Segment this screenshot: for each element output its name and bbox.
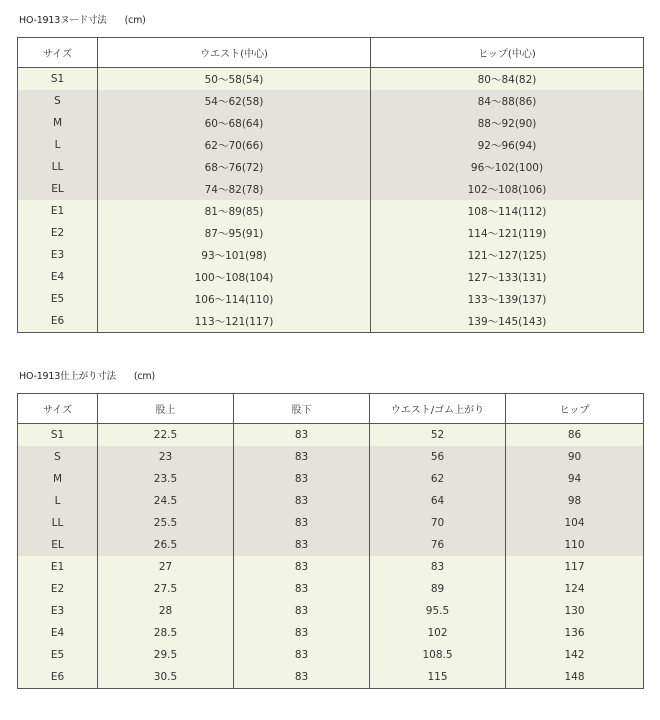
table-row [18,68,644,91]
header-inseam: 股下 [234,394,370,424]
cell-waist: 68～76(72) [98,156,371,178]
cell-size: E1 [18,556,98,578]
cell-rise: 30.5 [98,666,234,689]
table-row [18,424,644,447]
cell-rise: 23 [98,446,234,468]
cell-size: L [18,490,98,512]
cell-waist: 50～58(54) [98,68,371,91]
cell-size: E6 [18,310,98,333]
cell-size: E5 [18,644,98,666]
cell-size: M [18,468,98,490]
cell-size: M [18,112,98,134]
cell-hip: 92～96(94) [371,134,644,156]
cell-waist: 89 [370,578,506,600]
table-row [18,200,644,222]
table-row [18,490,644,512]
table-row [18,156,644,178]
table-row [18,266,644,288]
cell-rise: 26.5 [98,534,234,556]
cell-hip: 102～108(106) [371,178,644,200]
cell-waist: 54～62(58) [98,90,371,112]
cell-size: E4 [18,622,98,644]
cell-waist: 93～101(98) [98,244,371,266]
cell-waist: 100～108(104) [98,266,371,288]
cell-hip: 139～145(143) [371,310,644,333]
finished-size-caption [19,368,155,382]
table-row [18,512,644,534]
table-row [18,600,644,622]
cell-size: S1 [18,68,98,91]
table-row [18,90,644,112]
cell-hip: 142 [506,644,644,666]
cell-waist: 56 [370,446,506,468]
cell-waist: 95.5 [370,600,506,622]
cell-waist: 62～70(66) [98,134,371,156]
table-row [18,578,644,600]
cell-size: EL [18,178,98,200]
cell-rise: 24.5 [98,490,234,512]
cell-rise: 22.5 [98,424,234,447]
cell-inseam: 83 [234,446,370,468]
cell-hip: 110 [506,534,644,556]
cell-rise: 28 [98,600,234,622]
cell-size: E4 [18,266,98,288]
cell-rise: 28.5 [98,622,234,644]
cell-size: E3 [18,600,98,622]
finished-size-table [17,393,644,689]
cell-size: LL [18,512,98,534]
cell-hip: 108～114(112) [371,200,644,222]
cell-waist: 70 [370,512,506,534]
table-row [18,666,644,689]
table-row [18,178,644,200]
cell-hip: 84～88(86) [371,90,644,112]
table-row [18,644,644,666]
header-size: サイズ [18,394,98,424]
cell-waist: 113～121(117) [98,310,371,333]
cell-inseam: 83 [234,512,370,534]
table-row [18,134,644,156]
cell-hip: 114～121(119) [371,222,644,244]
finished-size-title: HO-1913仕上がり寸法 [19,371,116,382]
table-row [18,310,644,333]
cell-inseam: 83 [234,666,370,689]
cell-hip: 94 [506,468,644,490]
table-row [18,288,644,310]
nude-size-title: HO-1913ヌード寸法 [19,15,107,26]
header-waist: ウエスト(中心) [98,38,371,68]
cell-size: E2 [18,222,98,244]
cell-hip: 121～127(125) [371,244,644,266]
header-hip: ヒップ [506,394,644,424]
cell-waist: 106～114(110) [98,288,371,310]
cell-size: EL [18,534,98,556]
cell-waist: 81～89(85) [98,200,371,222]
nude-size-caption [19,12,146,26]
cell-hip: 86 [506,424,644,447]
cell-rise: 25.5 [98,512,234,534]
table-row [18,556,644,578]
cell-hip: 130 [506,600,644,622]
table-row [18,622,644,644]
nude-size-unit: (cm) [124,15,146,26]
cell-hip: 117 [506,556,644,578]
cell-inseam: 83 [234,556,370,578]
cell-size: E1 [18,200,98,222]
table-header-row [18,38,644,68]
table-header-row [18,394,644,424]
cell-hip: 88～92(90) [371,112,644,134]
finished-size-unit: (cm) [133,371,155,382]
cell-size: E3 [18,244,98,266]
header-size: サイズ [18,38,98,68]
cell-inseam: 83 [234,534,370,556]
table-row [18,222,644,244]
cell-waist: 60～68(64) [98,112,371,134]
cell-waist: 115 [370,666,506,689]
cell-rise: 27 [98,556,234,578]
cell-waist: 74～82(78) [98,178,371,200]
table-row [18,446,644,468]
cell-waist: 64 [370,490,506,512]
table-row [18,244,644,266]
cell-inseam: 83 [234,490,370,512]
table-row [18,534,644,556]
cell-inseam: 83 [234,468,370,490]
cell-waist: 52 [370,424,506,447]
cell-size: S1 [18,424,98,447]
cell-hip: 104 [506,512,644,534]
cell-size: E5 [18,288,98,310]
cell-hip: 98 [506,490,644,512]
header-rise: 股上 [98,394,234,424]
cell-size: E2 [18,578,98,600]
cell-hip: 96～102(100) [371,156,644,178]
cell-inseam: 83 [234,424,370,447]
table-row [18,468,644,490]
cell-hip: 148 [506,666,644,689]
cell-hip: 90 [506,446,644,468]
cell-rise: 27.5 [98,578,234,600]
cell-waist: 102 [370,622,506,644]
cell-hip: 133～139(137) [371,288,644,310]
header-hip: ヒップ(中心) [371,38,644,68]
cell-size: S [18,90,98,112]
cell-rise: 23.5 [98,468,234,490]
cell-rise: 29.5 [98,644,234,666]
cell-hip: 127～133(131) [371,266,644,288]
cell-inseam: 83 [234,578,370,600]
cell-hip: 80～84(82) [371,68,644,91]
table-row [18,112,644,134]
cell-waist: 76 [370,534,506,556]
cell-size: S [18,446,98,468]
cell-hip: 124 [506,578,644,600]
cell-waist: 83 [370,556,506,578]
cell-waist: 87～95(91) [98,222,371,244]
cell-waist: 108.5 [370,644,506,666]
nude-size-table [17,37,644,333]
cell-hip: 136 [506,622,644,644]
cell-size: L [18,134,98,156]
cell-inseam: 83 [234,600,370,622]
cell-inseam: 83 [234,622,370,644]
cell-size: LL [18,156,98,178]
cell-size: E6 [18,666,98,689]
cell-waist: 62 [370,468,506,490]
cell-inseam: 83 [234,644,370,666]
header-waist-elastic: ウエスト/ゴム上がり [370,394,506,424]
